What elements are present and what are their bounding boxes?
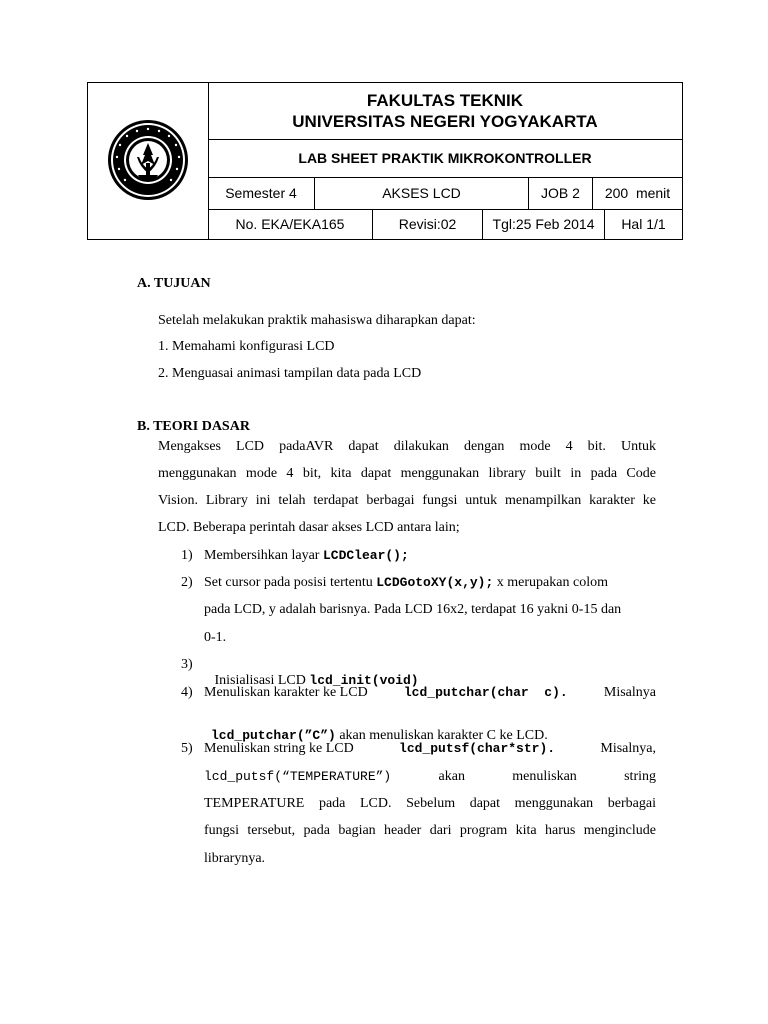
- code-snippet: LCDGotoXY(x,y);: [376, 575, 494, 590]
- section-b-heading: B. TEORI DASAR: [137, 419, 250, 434]
- code-snippet: lcd_putchar(char c).: [403, 685, 568, 700]
- list-item-line: lcd_putchar(”C”) akan menuliskan karakter C ke LCD.: [211, 728, 548, 743]
- list-number: 3): [181, 657, 193, 672]
- section-a-heading: A. TUJUAN: [137, 276, 211, 291]
- duration-cell: [592, 177, 682, 209]
- list-item: 2. Menguasai animasi tampilan data pada LCD: [158, 366, 422, 381]
- list-item-line: librarynya.: [204, 851, 266, 866]
- job-label: JOB 2: [541, 185, 580, 201]
- topic-label: AKSES LCD: [382, 185, 461, 201]
- code-snippet: lcd_init(void): [309, 673, 419, 688]
- job-cell: [528, 177, 592, 209]
- topic-cell: [314, 177, 528, 209]
- code-snippet: LCDClear();: [322, 548, 409, 563]
- list-number: 2): [181, 575, 193, 590]
- code-snippet: lcd_putsf(“TEMPERATURE”): [204, 769, 392, 784]
- list-item: 1. Memahami konfigurasi LCD: [158, 339, 335, 354]
- section-a-intro: Setelah melakukan praktik mahasiswa diharapkan dapat:: [158, 313, 476, 328]
- list-item-line: lcd_putsf(“TEMPERATURE”) akan menuliskan string: [204, 769, 656, 784]
- semester-cell: [208, 177, 314, 209]
- code-snippet: lcd_putsf(char*str).: [399, 741, 556, 756]
- logo-cell: [88, 83, 209, 239]
- paragraph-line: Vision. Library ini telah terdapat berbagai fungsi untuk menampilkan karakter ke: [158, 493, 656, 508]
- revision-cell: [372, 209, 482, 239]
- list-number: 4): [181, 685, 193, 700]
- university-seal-icon: [107, 119, 189, 201]
- faculty-title: FAKULTAS TEKNIK: [366, 91, 524, 110]
- paragraph-line: LCD. Beberapa perintah dasar akses LCD antara lain;: [158, 520, 460, 535]
- list-item: Inisialisasi LCD lcd_init(void): [211, 673, 419, 688]
- list-item: Membersihkan layar LCDClear();: [204, 548, 409, 563]
- paragraph-line: Mengakses LCD padaAVR dapat dilakukan dengan mode 4 bit. Untuk: [158, 439, 656, 454]
- sheet-title: LAB SHEET PRAKTIK MIKROKONTROLLER: [298, 150, 592, 166]
- list-item-line: fungsi tersebut, pada bagian header dari program kita harus menginclude: [204, 823, 656, 838]
- date-label: Tgl:25 Feb 2014: [492, 216, 595, 232]
- header-info-row: [208, 177, 682, 210]
- revision-label: Revisi:02: [398, 216, 457, 232]
- page-label: Hal 1/1: [621, 216, 666, 232]
- header-doc-row: [208, 209, 682, 239]
- header-title-row: [208, 83, 682, 140]
- paragraph-line: menggunakan mode 4 bit, kita dapat menggunakan library built in pada Code: [158, 466, 656, 481]
- date-cell: [482, 209, 604, 239]
- list-item: Menuliskan karakter ke LCD lcd_putchar(char c). Misalnya: [204, 685, 656, 700]
- doc-number: No. EKA/EKA165: [235, 216, 345, 232]
- list-item: Menuliskan string ke LCD lcd_putsf(char*str). Misalnya,: [204, 741, 656, 756]
- header-sheet-row: [208, 139, 682, 178]
- list-item: Set cursor pada posisi tertentu LCDGotoXY(x,y); x merupakan colom: [204, 575, 608, 590]
- lab-sheet-header: [87, 82, 683, 240]
- semester-label: Semester 4: [225, 185, 297, 201]
- code-snippet: lcd_putchar(”C”): [211, 728, 336, 743]
- list-number: 1): [181, 548, 193, 563]
- list-item-line: pada LCD, y adalah barisnya. Pada LCD 16x2, terdapat 16 yakni 0-15 dan: [204, 602, 622, 617]
- list-number: 5): [181, 741, 193, 756]
- page-cell: [604, 209, 682, 239]
- list-item-line: 0-1.: [204, 630, 227, 645]
- university-title: UNIVERSITAS NEGERI YOGYAKARTA: [292, 112, 598, 131]
- list-item-line: TEMPERATURE pada LCD. Sebelum dapat menggunakan berbagai: [204, 796, 656, 811]
- doc-no-cell: [208, 209, 372, 239]
- duration-label: 200 menit: [604, 185, 671, 201]
